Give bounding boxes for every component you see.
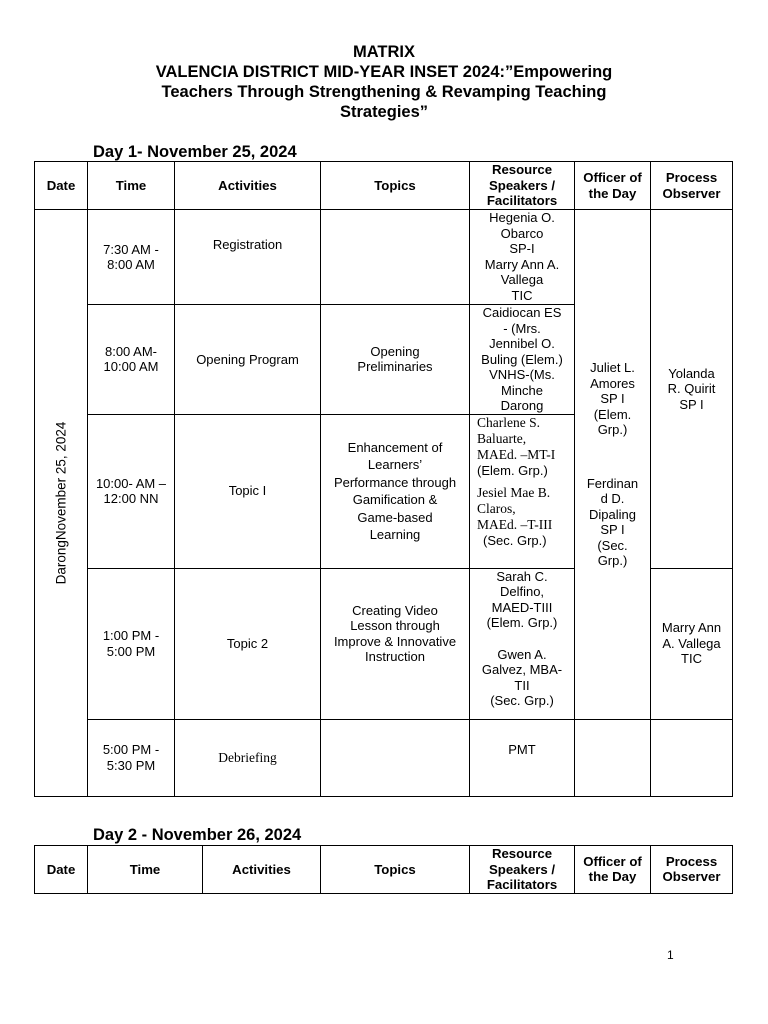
speakers-cell: Sarah C. Delfino, MAED-TIII (Elem. Grp.) Gwen A. Galvez, MBA- TII (Sec. Grp.) <box>470 568 575 719</box>
date-cell <box>35 210 88 797</box>
topic-cell: Opening Preliminaries <box>321 305 470 415</box>
speakers-cell: PMT <box>470 719 575 796</box>
col-time: Time <box>88 846 203 894</box>
time-cell: 5:00 PM - 5:30 PM <box>88 719 175 796</box>
col-activities: Activities <box>203 846 321 894</box>
document-title <box>0 42 768 122</box>
title-line-4: Strategies” <box>339 103 429 121</box>
time-cell: 7:30 AM - 8:00 AM <box>88 210 175 305</box>
speakers-cell: Hegenia O. Obarco SP-I Marry Ann A. Vallega TIC <box>470 210 575 305</box>
day2-table <box>34 845 733 894</box>
speakers-cell: Caidiocan ES - (Mrs. Jennibel O. Buling (Elem.) VNHS-(Ms. Minche Darong <box>470 305 575 415</box>
topic-cell <box>321 210 470 305</box>
col-time: Time <box>88 162 175 210</box>
observer-cell-2: Marry Ann A. Vallega TIC <box>651 568 733 719</box>
activity-cell: Registration <box>175 210 321 305</box>
speakers-cell: Charlene S. Baluarte, MAEd. –MT-I (Elem. Grp.) Jesiel Mae B. Claros, MAEd. –T-III (Sec. Grp.) <box>470 414 575 568</box>
page-number: 1 <box>667 948 674 962</box>
table-row <box>35 210 733 305</box>
topic-cell <box>321 719 470 796</box>
officer-cell-empty <box>575 719 651 796</box>
activity-cell: Opening Program <box>175 305 321 415</box>
title-line-2: VALENCIA DISTRICT MID-YEAR INSET 2024:”Empowering <box>155 63 613 81</box>
day1-header-row <box>35 162 733 210</box>
officer-cell: Juliet L. Amores SP I (Elem. Grp.) Ferdinan d D. Dipaling SP I (Sec. Grp.) <box>575 210 651 720</box>
table-row <box>35 719 733 796</box>
activity-cell: Topic 2 <box>175 568 321 719</box>
topic-cell: Creating Video Lesson through Improve & Innovative Instruction <box>321 568 470 719</box>
title-line-1: MATRIX <box>352 43 416 61</box>
col-activities: Activities <box>175 162 321 210</box>
col-date: Date <box>35 846 88 894</box>
time-cell: 8:00 AM- 10:00 AM <box>88 305 175 415</box>
day1-heading: Day 1- November 25, 2024 <box>93 143 297 161</box>
col-speakers: Resource Speakers / Facilitators <box>470 162 575 210</box>
col-officer: Officer of the Day <box>575 846 651 894</box>
date-text: DarongNovember 25, 2024 <box>53 421 69 585</box>
time-cell: 10:00- AM – 12:00 NN <box>88 414 175 568</box>
day1-table <box>34 161 733 797</box>
activity-cell: Debriefing <box>175 719 321 796</box>
col-topics: Topics <box>321 162 470 210</box>
observer-cell-empty <box>651 719 733 796</box>
observer-cell-1: Yolanda R. Quirit SP I <box>651 210 733 569</box>
col-date: Date <box>35 162 88 210</box>
title-line-3: Teachers Through Strengthening & Revamping Teaching <box>161 83 607 101</box>
col-speakers: Resource Speakers / Facilitators <box>470 846 575 894</box>
topic-cell: Enhancement of Learners’ Performance through Gamification & Game-based Learning <box>321 414 470 568</box>
col-topics: Topics <box>321 846 470 894</box>
col-observer: Process Observer <box>651 162 733 210</box>
col-officer: Officer of the Day <box>575 162 651 210</box>
time-cell: 1:00 PM - 5:00 PM <box>88 568 175 719</box>
day2-heading: Day 2 - November 26, 2024 <box>93 826 302 844</box>
activity-cell: Topic I <box>175 414 321 568</box>
day2-header-row <box>35 846 733 894</box>
col-observer: Process Observer <box>651 846 733 894</box>
